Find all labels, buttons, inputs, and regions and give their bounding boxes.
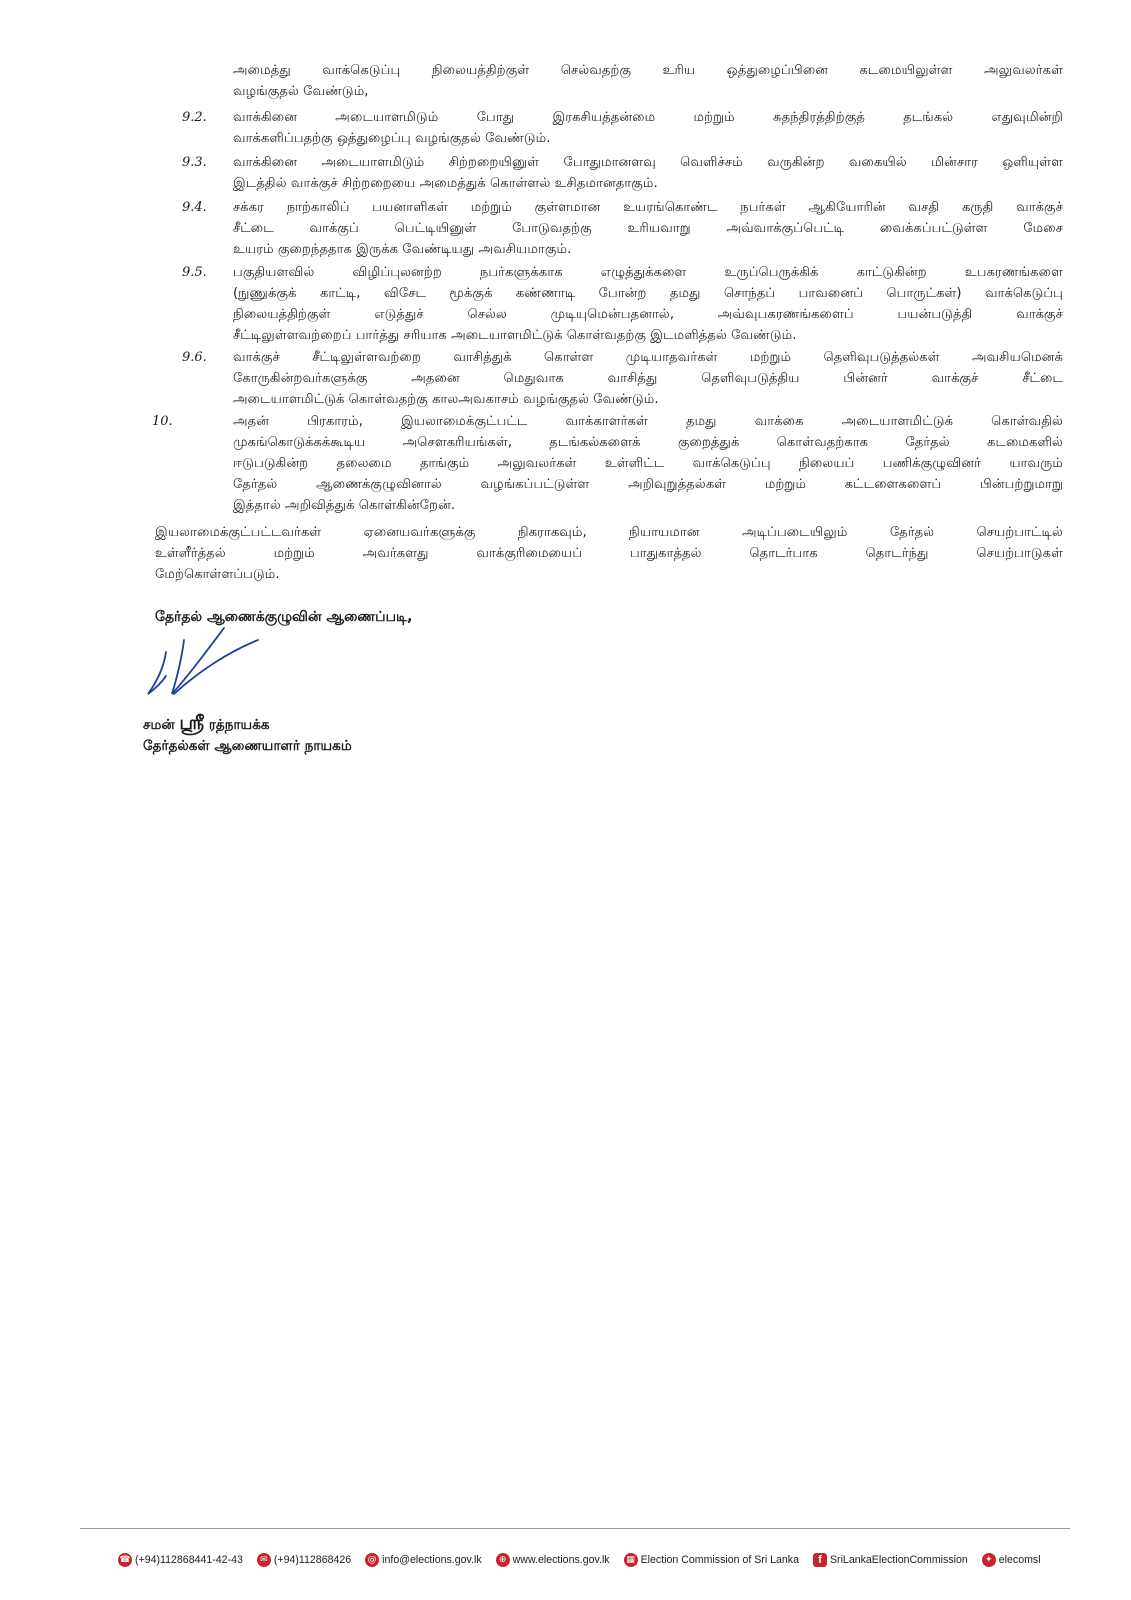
text-line: வாக்களிப்பதற்கு ஒத்துழைப்பு வழங்குதல் வேண்டும். — [233, 131, 551, 146]
footer-website[interactable] — [496, 1553, 610, 1567]
footer-twitter[interactable] — [982, 1553, 1041, 1567]
text-line: முகங்கொடுக்கக்கூடிய அசௌகரியங்கள், தடங்கல்களைக் குறைத்துக் கொள்வதற்காக தேர்தல் கடமைகளில் — [233, 435, 1063, 450]
footer-divider — [80, 1528, 1070, 1529]
signer-name — [143, 713, 352, 736]
footer-contacts — [118, 1551, 1041, 1569]
text-line: இயலாமைக்குட்பட்டவர்கள் ஏனையவர்களுக்கு நிகராகவும், நியாயமான அடிப்படையிலும் தேர்தல் செயற்பாட்டில் — [155, 525, 1063, 540]
clause-9-2 — [233, 107, 1063, 149]
footer-phone — [118, 1553, 243, 1567]
text-line: அமைத்து வாக்கெடுப்பு நிலையத்திற்குள் செல்வதற்கு உரிய ஒத்துழைப்பினை கடமையிலுள்ள அலுவலர்கள் — [233, 63, 1063, 78]
text-line: இடத்தில் வாக்குச் சிற்றறையை அமைத்துக் கொள்ளல் உசிதமானதாகும். — [233, 176, 658, 191]
footer-fax — [257, 1553, 351, 1567]
signer-name-mid: ஸ்ரீ — [179, 712, 205, 734]
clause-9-5 — [233, 262, 1063, 346]
clause-number: 9.4. — [182, 200, 207, 215]
closing-line: தேர்தல் ஆணைக்குழுவின் ஆணைப்படி, — [155, 609, 413, 625]
clause-number: 9.3. — [182, 155, 207, 170]
text-line: வாக்குச் சீட்டிலுள்ளவற்றை வாசித்துக் கொள்ள முடியாதவர்கள் மற்றும் தெளிவுபடுத்தல்கள் அவசியமெனக் — [233, 350, 1063, 365]
text-line: அதன் பிரகாரம், இயலாமைக்குட்பட்ட வாக்காளர்கள் தமது வாக்கை அடையாளமிட்டுக் கொள்வதில் — [233, 414, 1063, 429]
email-icon: @ — [365, 1553, 379, 1567]
globe-icon: ⊕ — [496, 1553, 510, 1567]
signer-name-prefix: சமன் — [143, 717, 175, 733]
footer-twitter-text[interactable]: elecomsl — [998, 1554, 1041, 1566]
summary-paragraph — [155, 522, 1063, 585]
footer-phone-text: (+94)112868441-42-43 — [135, 1554, 243, 1566]
footer-org — [624, 1553, 799, 1567]
text-line: மேற்கொள்ளப்படும். — [155, 567, 280, 582]
clause-9-6 — [233, 347, 1063, 410]
signature — [140, 622, 300, 717]
footer-email[interactable] — [365, 1553, 481, 1567]
facebook-icon: f — [813, 1553, 827, 1567]
clause-number: 9.2. — [182, 110, 207, 125]
footer-email-text[interactable]: info@elections.gov.lk — [382, 1554, 482, 1566]
text-line: ஈடுபடுகின்ற தலைமை தாங்கும் அலுவலர்கள் உள்ளிட்ட வாக்கெடுப்பு நிலையப் பணிக்குழுவினர் யாவரும் — [233, 456, 1063, 471]
twitter-icon: ✦ — [982, 1553, 996, 1567]
clause-9-4 — [233, 197, 1063, 260]
footer-facebook[interactable] — [813, 1553, 968, 1567]
text-line: உள்ளீர்த்தல் மற்றும் அவர்களது வாக்குரிமையைப் பாதுகாத்தல் தொடர்பாக தொடர்ந்து செயற்பாடுகள் — [155, 546, 1063, 561]
clause-number: 9.6. — [182, 350, 207, 365]
text-line: வழங்குதல் வேண்டும், — [233, 84, 369, 99]
text-line: (நுணுக்குக் காட்டி, விசேட மூக்குக் கண்ணாடி போன்ற தமது சொந்தப் பாவனைப் பொருட்கள்) வாக்கெடுப்பு — [233, 286, 1063, 301]
phone-icon: ☎ — [118, 1553, 132, 1567]
text-line: உயரம் குறைந்ததாக இருக்க வேண்டியது அவசியமாகும். — [233, 242, 572, 257]
text-line: இத்தால் அறிவித்துக் கொள்கின்றேன். — [233, 498, 456, 513]
footer-org-text: Election Commission of Sri Lanka — [640, 1554, 799, 1566]
text-line: சீட்டிலுள்ளவற்றைப் பார்த்து சரியாக அடையாளமிட்டுக் கொள்வதற்கு இடமளித்தல் வேண்டும். — [233, 328, 797, 343]
clause-10 — [233, 411, 1063, 516]
text-line: வாக்கினை அடையாளமிடும் போது இரகசியத்தன்மை மற்றும் சுதந்திரத்திற்குத் தடங்கல் எதுவுமின்றி — [233, 110, 1063, 125]
building-icon: ▦ — [624, 1553, 638, 1567]
footer-website-text[interactable]: www.elections.gov.lk — [512, 1554, 610, 1566]
text-line: சீட்டை வாக்குப் பெட்டியினுள் போடுவதற்கு உரியவாறு அவ்வாக்குப்பெட்டி வைக்கப்பட்டுள்ள மேசை — [233, 221, 1063, 236]
clause-9-3 — [233, 152, 1063, 194]
text-line: பகுதியளவில் விழிப்புலனற்ற நபர்களுக்காக எழுத்துக்களை உருப்பெருக்கிக் காட்டுகின்ற உபகரணங்களை — [233, 265, 1063, 280]
continuation-paragraph — [233, 60, 1063, 102]
text-line: சக்கர நாற்காலிப் பயனாளிகள் மற்றும் குள்ளமான உயரங்கொண்ட நபர்கள் ஆகியோரின் வசதி கருதி வாக்குச் — [233, 200, 1063, 215]
fax-icon: ✉ — [257, 1553, 271, 1567]
text-line: நிலையத்திற்குள் எடுத்துச் செல்ல முடியுமென்பதனால், அவ்வுபகரணங்களைப் பயன்படுத்தி வாக்குச் — [233, 307, 1063, 322]
signer-name-suffix: ரத்நாயக்க — [208, 717, 270, 733]
text-line: கோருகின்றவர்களுக்கு அதனை மெதுவாக வாசித்து தெளிவுபடுத்திய பின்னர் வாக்குச் சீட்டை — [233, 371, 1063, 386]
text-line: அடையாளமிட்டுக் கொள்வதற்கு காலஅவகாசம் வழங்குதல் வேண்டும். — [233, 392, 659, 407]
signer-title: தேர்தல்கள் ஆணையாளர் நாயகம் — [143, 738, 352, 754]
text-line: தேர்தல் ஆணைக்குழுவினால் வழங்கப்பட்டுள்ள அறிவுறுத்தல்கள் மற்றும் கட்டளைகளைப் பின்பற்றுமாறு — [233, 477, 1063, 492]
clause-number: 9.5. — [182, 265, 207, 280]
footer-fax-text: (+94)112868426 — [273, 1554, 352, 1566]
clause-number: 10. — [152, 414, 173, 429]
text-line: வாக்கினை அடையாளமிடும் சிற்றறையினுள் போதுமானளவு வெளிச்சம் வருகின்ற வகையில் மின்சார ஒளியுள்ள — [233, 155, 1063, 170]
signer-block — [143, 713, 352, 757]
footer-facebook-text[interactable]: SriLankaElectionCommission — [829, 1554, 968, 1566]
